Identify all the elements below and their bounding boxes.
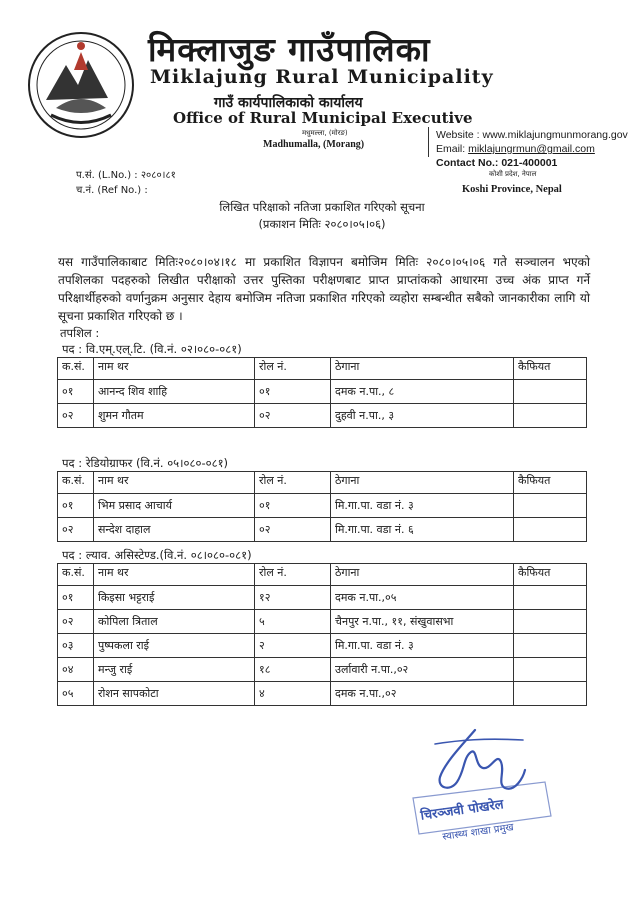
cell-sn: ०१ (58, 494, 94, 518)
email-link[interactable]: miklajungrmun@gmail.com (468, 143, 595, 155)
table-row (58, 610, 587, 634)
cell-roll: ५ (255, 610, 331, 634)
location-english: Madhumalla, (Morang) (263, 139, 365, 150)
cell-remarks (514, 380, 587, 404)
table-row (58, 518, 587, 542)
col-remarks: कैफियत (514, 564, 587, 586)
col-roll: रोल नं. (255, 358, 331, 380)
col-address: ठेगाना (331, 358, 514, 380)
cell-roll: ०१ (255, 494, 331, 518)
cell-sn: ०३ (58, 634, 94, 658)
tapsil-label: तपशिल : (60, 326, 100, 340)
cell-name: किइसा भट्टराई (94, 586, 255, 610)
website-text: Website : www.miklajungmunmorang.gov (436, 129, 628, 141)
table-row (58, 634, 587, 658)
result-table-bmlt (57, 357, 587, 428)
cell-sn: ०२ (58, 610, 94, 634)
cell-roll: १२ (255, 586, 331, 610)
table-row (58, 404, 587, 428)
col-sn: क.सं. (58, 564, 94, 586)
contact-number: Contact No.: 021-400001 (436, 157, 558, 169)
cell-roll: २ (255, 634, 331, 658)
province-nepali: कोशी प्रदेश, नेपाल (489, 170, 537, 178)
location-nepali: मधुमल्ला, (मोरङ) (302, 129, 348, 137)
stamp-officer-role: स्वास्थ्य शाखा प्रमुख (441, 822, 515, 843)
cell-address: मि.गा.पा. वडा नं. ३ (331, 494, 514, 518)
cell-address: दमक न.पा., ८ (331, 380, 514, 404)
cell-name: आनन्द शिव शाहि (94, 380, 255, 404)
cell-name: कोपिला त्रिताल (94, 610, 255, 634)
col-remarks: कैफियत (514, 472, 587, 494)
table-row (58, 380, 587, 404)
col-name: नाम थर (94, 358, 255, 380)
cell-address: दुहवी न.पा., ३ (331, 404, 514, 428)
col-sn: क.सं. (58, 358, 94, 380)
result-table-radiographer (57, 471, 587, 542)
reference-number: च.नं. (Ref No.) : (76, 185, 148, 196)
col-sn: क.सं. (58, 472, 94, 494)
table-header-row (58, 472, 587, 494)
cell-address: मि.गा.पा. वडा नं. ३ (331, 634, 514, 658)
post-label-radiographer: पद : रेडियोग्राफर (वि.नं. ०५।०८०-०८१) (62, 456, 229, 470)
cell-remarks (514, 404, 587, 428)
cell-name: पुष्पकला राई (94, 634, 255, 658)
col-remarks: कैफियत (514, 358, 587, 380)
cell-name: रोशन सापकोटा (94, 682, 255, 706)
cell-name: मन्जु राई (94, 658, 255, 682)
col-name: नाम थर (94, 564, 255, 586)
cell-address: मि.गा.पा. वडा नं. ६ (331, 518, 514, 542)
cell-name: शुमन गौतम (94, 404, 255, 428)
cell-remarks (514, 634, 587, 658)
cell-name: भिम प्रसाद आचार्य (94, 494, 255, 518)
cell-sn: ०२ (58, 404, 94, 428)
col-address: ठेगाना (331, 564, 514, 586)
post-label-lab-assistant: पद : ल्याव. असिस्टेण्ड.(वि.नं. ०८।०८०-०८१) (62, 548, 252, 562)
notice-title: लिखित परिक्षाको नतिजा प्रकाशित गरिएको सूचना (219, 200, 425, 214)
notice-date: (प्रकाशन मितिः २०८०।०५।०६) (258, 217, 386, 231)
cell-remarks (514, 610, 587, 634)
office-title-english: Office of Rural Municipal Executive (173, 109, 473, 127)
cell-remarks (514, 682, 587, 706)
stamp-officer-name: चिरञ्जवी पोखरेल (419, 797, 505, 824)
cell-address: दमक न.पा.,०५ (331, 586, 514, 610)
table-row (58, 586, 587, 610)
cell-roll: ०१ (255, 380, 331, 404)
cell-roll: ४ (255, 682, 331, 706)
col-name: नाम थर (94, 472, 255, 494)
cell-remarks (514, 658, 587, 682)
table-header-row (58, 564, 587, 586)
cell-remarks (514, 494, 587, 518)
cell-roll: १८ (255, 658, 331, 682)
municipality-title-english: Miklajung Rural Municipality (150, 66, 494, 88)
cell-sn: ०४ (58, 658, 94, 682)
cell-sn: ०५ (58, 682, 94, 706)
col-roll: रोल नं. (255, 564, 331, 586)
cell-address: चैनपुर न.पा., ११, संखुवासभा (331, 610, 514, 634)
table-row (58, 658, 587, 682)
cell-address: दमक न.पा.,०२ (331, 682, 514, 706)
post-label-bmlt: पद : वि.एम्.एल्.टि. (वि.नं. ०२।०८०-०८१) (62, 342, 242, 356)
cell-roll: ०२ (255, 404, 331, 428)
nepal-emblem-logo (26, 30, 136, 140)
col-roll: रोल नं. (255, 472, 331, 494)
cell-address: उर्लावारी न.पा.,०२ (331, 658, 514, 682)
office-title-nepali: गाउँ कार्यपालिकाको कार्यालय (214, 95, 363, 111)
municipality-title-nepali: मिक्लाजुङ गाउँपालिका (148, 30, 431, 69)
col-address: ठेगाना (331, 472, 514, 494)
cell-sn: ०२ (58, 518, 94, 542)
cell-name: सन्देश दाहाल (94, 518, 255, 542)
letter-number: प.सं. (L.No.) : २०८०।८१ (76, 170, 176, 181)
table-row (58, 682, 587, 706)
email-line (436, 142, 628, 156)
cell-remarks (514, 518, 587, 542)
contact-divider (428, 127, 429, 157)
contact-block (436, 128, 628, 170)
notice-body: यस गाउँपालिकाबाट मितिः२०८०।०४।१८ मा प्रकाशित विज्ञापन बमोजिम मितिः २०८०।०५।०६ गते सञ्चालन भएको तपशिलका पदहरुको लिखीत परीक्षाको उत्तर पुस्तिका परीक्षणबाट प्राप्त प्राप्तांकको आधारमा उच्च अंक प्राप्त गर्ने परिक्षार्थीहरुको वर्णानुक्रम अनुसार देहाय बमोजिम नतिजा प्रकाशित गरिएको व्यहोरा सम्बन्धीत सबैको जानकारीका लागि यो सूचना प्रकाशित गरिएको छ । (58, 255, 590, 323)
email-label: Email: (436, 143, 469, 155)
result-table-lab-assistant (57, 563, 587, 706)
table-row (58, 494, 587, 518)
cell-roll: ०२ (255, 518, 331, 542)
cell-sn: ०१ (58, 586, 94, 610)
table-header-row (58, 358, 587, 380)
cell-sn: ०१ (58, 380, 94, 404)
province-english: Koshi Province, Nepal (462, 184, 562, 195)
cell-remarks (514, 586, 587, 610)
